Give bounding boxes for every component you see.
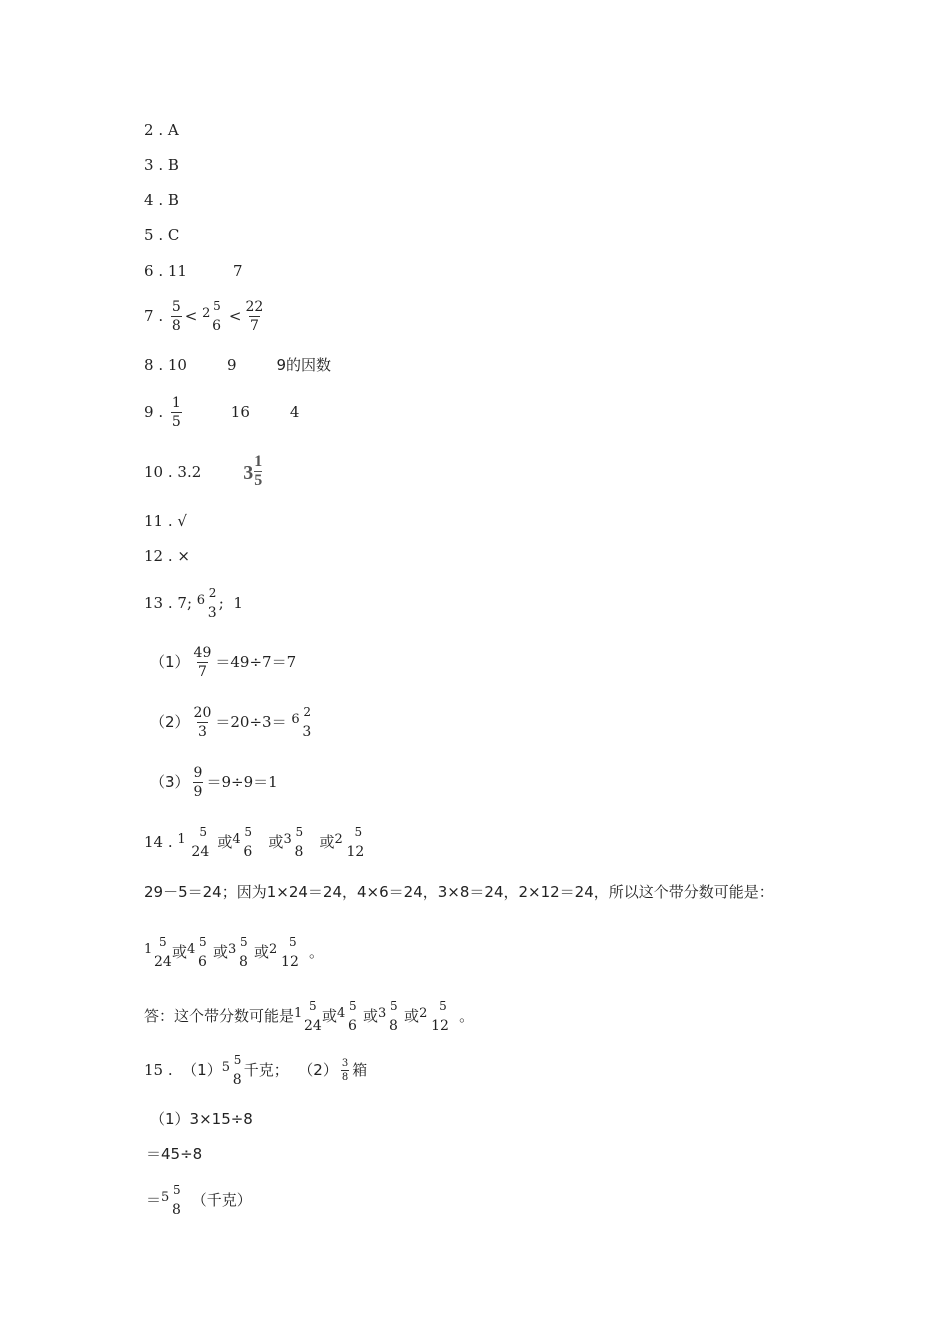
mixed-number: 1 5 24 — [294, 999, 322, 1034]
q13-step-1: （1） 49 7 ＝49÷7＝7 — [150, 644, 297, 680]
mixed-number: 3 5 8 — [283, 825, 304, 860]
answer-6: 6 . 11 7 — [144, 262, 243, 280]
answer-4: 4 . B — [144, 191, 179, 209]
fraction: 3 8 — [341, 1057, 349, 1083]
mixed-number: 4 5 6 — [232, 825, 253, 860]
mixed-number: 6 2 3 — [196, 586, 217, 621]
fraction: 1 5 — [171, 394, 181, 430]
answer-15: 15 . （1） 5 5 8 千克； （2） 3 8 箱 — [144, 1053, 368, 1088]
answer-7: 7 . 5 8 < 2 5 6 < 22 7 — [144, 298, 264, 334]
q15-step-3: ＝ 5 5 8 （千克） — [146, 1183, 252, 1218]
q14-final-answer: 答：这个带分数可能是 1 5 24 或 4 5 6 或 3 5 8 或 2 5 12 。 — [144, 999, 475, 1034]
mixed-number: 5 5 8 — [161, 1183, 181, 1218]
answer-14: 14 . 1 5 24 或 4 5 6 或 3 5 8 或 2 5 12 — [144, 822, 376, 862]
answer-10: 10 . 3.2 3 1 5 — [144, 452, 269, 492]
fraction: 9 9 — [193, 764, 203, 800]
mixed-number: 4 5 6 — [187, 935, 207, 970]
mixed-number: 2 5 6 — [202, 299, 222, 334]
mixed-number: 1 5 24 — [177, 825, 210, 860]
mixed-number: 1 5 24 — [144, 935, 172, 970]
answer-13: 13 . 7 ; 6 2 3 ; 1 — [144, 586, 243, 621]
mixed-number: 5 5 8 — [221, 1053, 242, 1088]
mixed-number: 6 2 3 — [291, 705, 312, 740]
fraction: 22 7 — [245, 298, 264, 334]
mixed-number: 2 5 12 — [334, 825, 365, 860]
answer-11: 11 . √ — [144, 512, 187, 530]
q15-step-2: ＝45÷8 — [146, 1145, 203, 1163]
fraction: 49 7 — [193, 644, 212, 680]
q14-options-line: 1 5 24 或 4 5 6 或 3 5 8 或 2 5 12 。 — [144, 935, 325, 970]
answer-2: 2 . A — [144, 121, 179, 139]
mixed-number: 3 5 8 — [378, 999, 398, 1034]
answer-5: 5 . C — [144, 226, 180, 244]
mixed-number: 2 5 12 — [269, 935, 299, 970]
answer-8: 8 . 10 9 9的因数 — [144, 356, 332, 374]
q14-explanation: 29－5＝24；因为1×24＝24，4×6＝24，3×8＝24，2×12＝24，所以这个带分数可能是： — [144, 883, 774, 901]
q15-step-1: （1）3×15÷8 — [150, 1110, 253, 1128]
answer-9: 9 . 1 5 16 4 — [144, 394, 300, 430]
q13-step-3: （3） 9 9 ＝9÷9＝1 — [150, 764, 278, 800]
q13-step-2: （2） 20 3 ＝20÷3＝ 6 2 3 — [150, 702, 313, 742]
answer-12: 12 . × — [144, 547, 190, 565]
mixed-number: 2 5 12 — [419, 999, 449, 1034]
fraction: 5 8 — [171, 298, 181, 334]
mixed-number: 3 5 8 — [228, 935, 248, 970]
fraction: 20 3 — [193, 704, 212, 740]
mixed-number-image: 3 1 5 — [243, 453, 263, 489]
answer-3: 3 . B — [144, 156, 179, 174]
mixed-number: 4 5 6 — [337, 999, 357, 1034]
